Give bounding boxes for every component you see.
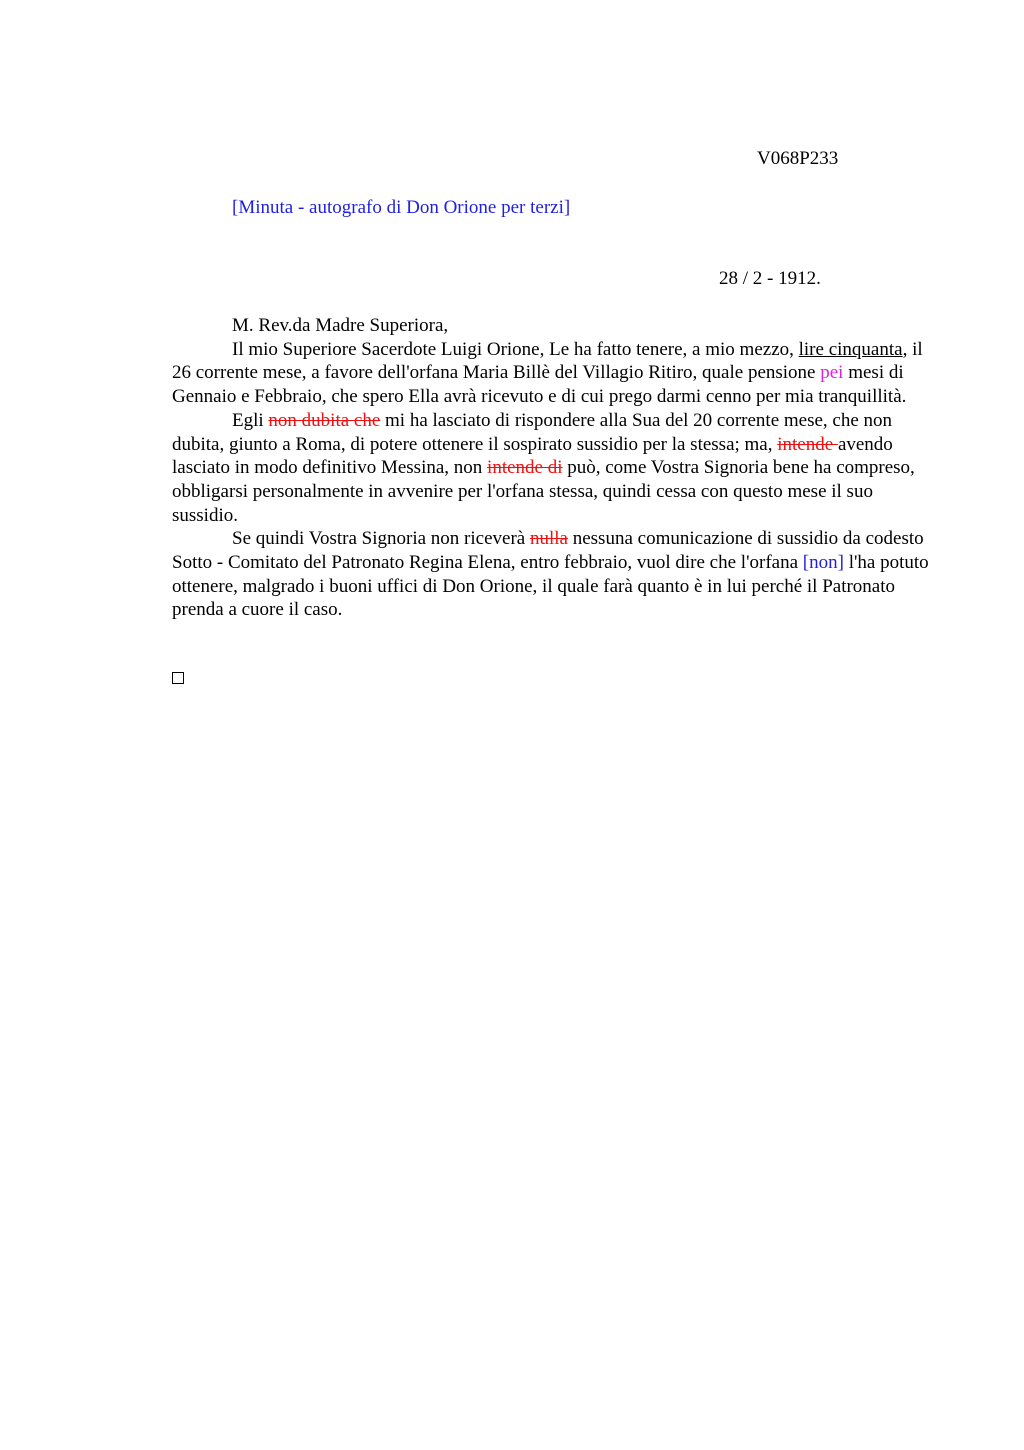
letter-date: 28 / 2 - 1912.	[719, 268, 821, 289]
deletion-intende-di: intende di	[487, 457, 563, 479]
editorial-bracket-non: [non]	[802, 552, 844, 574]
p2-text-3: avendo lasciato in modo definitivo Messina, non	[172, 433, 893, 479]
p2-text-2: mi ha lasciato di rispondere alla Sua del 20 corrente mese, che non dubita, giunto a Roma, di potere ottenere il sospirato sussidio per la stessa; ma,	[172, 409, 893, 455]
p1-text-3: mesi di Gennaio e Febbraio, che spero Ella avrà ricevuto e di cui prego darmi cenno per mia tranquillità.	[172, 362, 907, 408]
square-outline-icon	[172, 672, 184, 684]
deletion-intende: intende	[777, 433, 838, 455]
paragraph-3	[172, 527, 932, 622]
p1-text-1: Il mio Superiore Sacerdote Luigi Orione, Le ha fatto tenere, a mio mezzo,	[232, 338, 799, 360]
underlined-amount: lire cinquanta	[798, 338, 903, 360]
editorial-note: [Minuta - autografo di Don Orione per terzi]	[232, 197, 571, 218]
p1-text-2: , il 26 corrente mese, a favore dell'orfana Maria Billè del Villagio Ritiro, quale pensione	[172, 338, 923, 384]
deletion-nulla: nulla	[529, 528, 568, 550]
p3-text-1: Se quindi Vostra Signoria non riceverà	[232, 528, 530, 550]
insertion-pei: pei	[820, 362, 844, 384]
paragraph-2	[172, 409, 932, 528]
letter-body	[172, 314, 932, 622]
p2-text-1: Egli	[232, 409, 269, 431]
p3-text-3: l'ha potuto ottenere, malgrado i buoni uffici di Don Orione, il quale farà quanto è in lui perché il Patronato prenda a cuore il caso.	[172, 552, 929, 621]
p3-text-2: nessuna comunicazione di sussidio da codesto Sotto - Comitato del Patronato Regina Elena, entro febbraio, vuol dire che l'orfana	[172, 528, 924, 574]
p2-text-4: può, come Vostra Signoria bene ha compreso, obbligarsi personalmente in avvenire per l'orfana stessa, quindi cessa con questo mese il suo sussidio.	[172, 457, 915, 526]
salutation: M. Rev.da Madre Superiora,	[232, 315, 449, 336]
deletion-non-dubita-che: non dubita che	[268, 409, 381, 431]
page-code: V068P233	[757, 148, 839, 169]
paragraph-1	[172, 338, 932, 409]
